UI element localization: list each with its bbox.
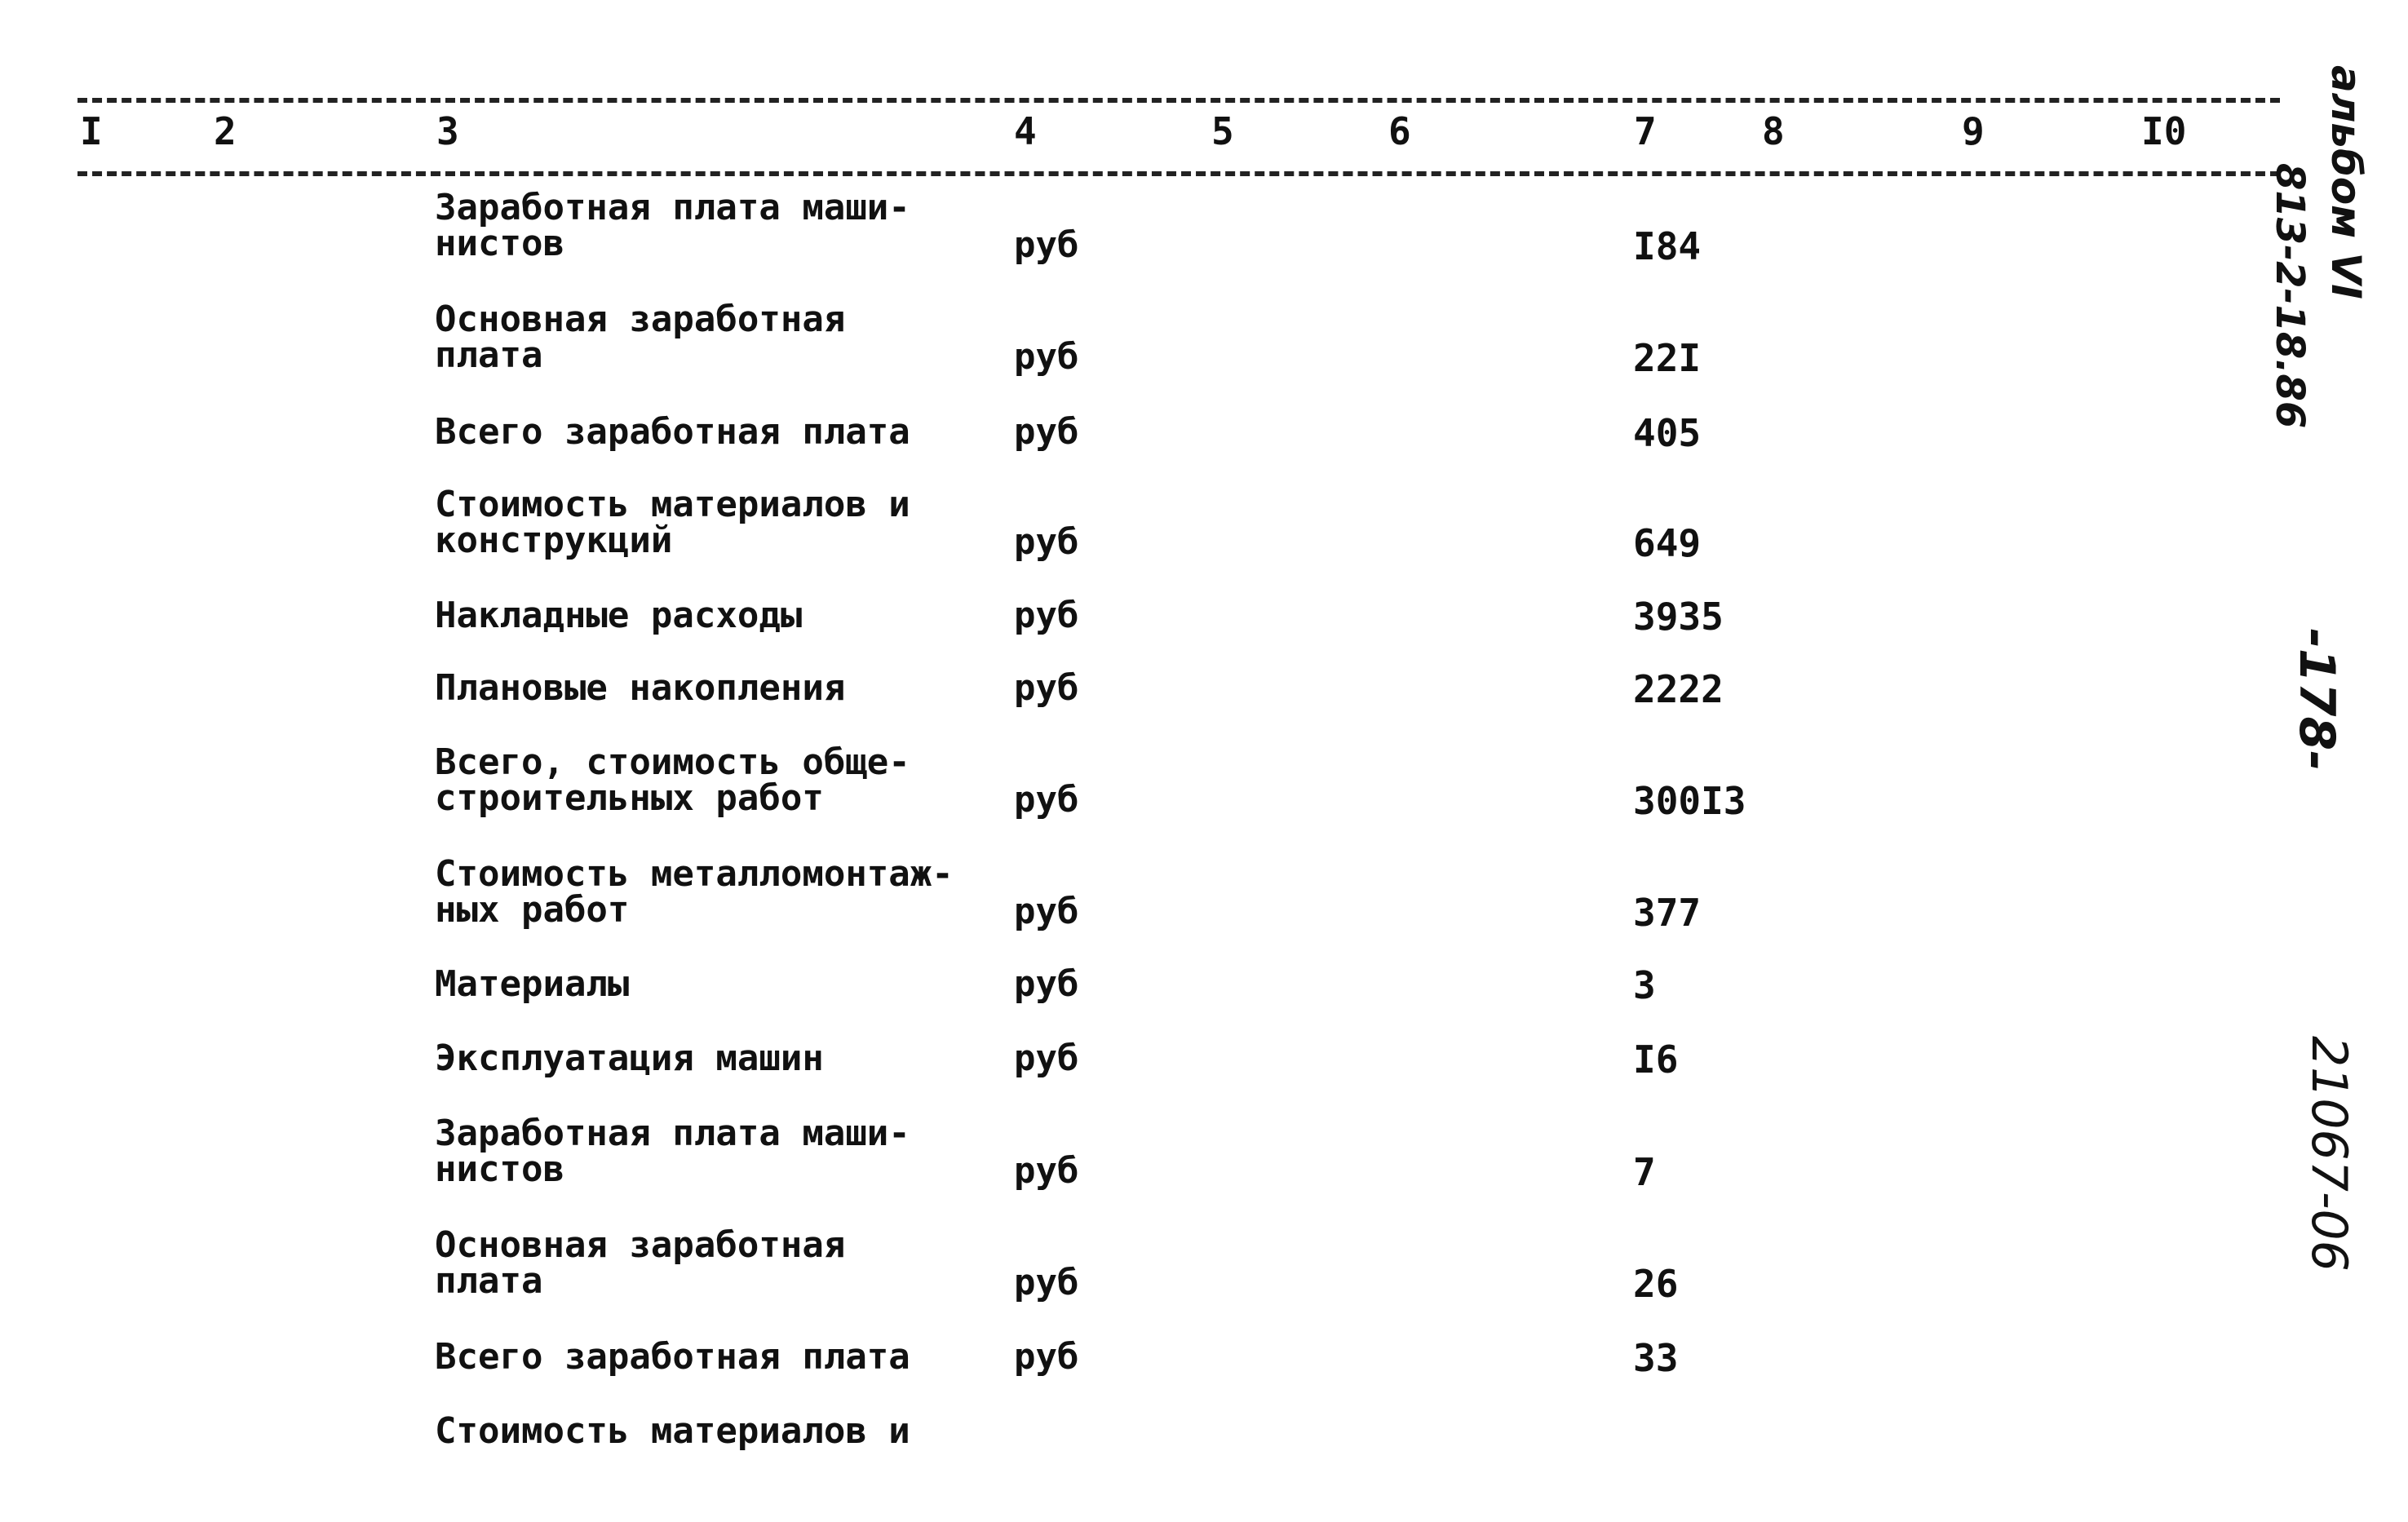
row-name: Заработная плата маши- нистов — [435, 187, 910, 264]
page-number: -178- — [2288, 628, 2345, 772]
row-value: 26 — [1633, 1262, 1679, 1306]
row-name: Эксплуатация машин — [435, 1038, 824, 1079]
row-value: 300I3 — [1633, 779, 1746, 823]
row-unit: руб — [1014, 667, 1079, 709]
row-value: I6 — [1633, 1038, 1679, 1082]
row-name: Всего, стоимость обще- строительных работ — [435, 741, 910, 819]
row-unit: руб — [1014, 1262, 1079, 1303]
row-value: 33 — [1633, 1336, 1679, 1380]
row-name: Заработная плата маши- нистов — [435, 1113, 910, 1190]
row-value: 22I — [1633, 336, 1702, 380]
column-number: 8 — [1762, 109, 1785, 153]
row-unit: руб — [1014, 1336, 1079, 1378]
row-unit: руб — [1014, 411, 1079, 453]
row-name: Основная заработная плата — [435, 299, 846, 376]
row-name: Материалы — [435, 963, 630, 1005]
project-code-margin-note: 813-2-18.86 — [2267, 163, 2313, 429]
row-value: I84 — [1633, 224, 1702, 268]
column-number: 2 — [214, 109, 237, 153]
column-number: 3 — [436, 109, 459, 153]
row-name: Основная заработная плата — [435, 1224, 846, 1302]
row-value: 649 — [1633, 521, 1702, 565]
column-number: I0 — [2141, 109, 2187, 153]
row-unit: руб — [1014, 963, 1079, 1005]
row-name: Всего заработная плата — [435, 411, 910, 453]
column-number: I — [80, 109, 103, 153]
column-number: 9 — [1962, 109, 1985, 153]
column-number: 7 — [1634, 109, 1657, 153]
header-top-rule — [77, 98, 2280, 103]
column-number: 5 — [1211, 109, 1234, 153]
row-name: Стоимость материалов и конструкций — [435, 484, 910, 561]
column-number: 6 — [1388, 109, 1411, 153]
row-unit: руб — [1014, 224, 1079, 266]
album-margin-note: альбом VI — [2322, 65, 2370, 299]
row-name: Плановые накопления — [435, 667, 846, 709]
order-number-margin-note: 21067-06 — [2300, 1036, 2357, 1272]
row-value: 2222 — [1633, 667, 1724, 711]
column-number: 4 — [1014, 109, 1037, 153]
row-unit: руб — [1014, 336, 1079, 378]
row-value: 3 — [1633, 963, 1656, 1007]
row-unit: руб — [1014, 1038, 1079, 1079]
row-name: Всего заработная плата — [435, 1336, 910, 1378]
row-unit: руб — [1014, 779, 1079, 821]
row-name: Накладные расходы — [435, 595, 803, 636]
row-unit: руб — [1014, 595, 1079, 636]
row-name: Стоимость металломонтаж- ных работ — [435, 853, 954, 931]
row-value: 7 — [1633, 1150, 1656, 1194]
row-unit: руб — [1014, 521, 1079, 563]
row-value: 405 — [1633, 411, 1702, 455]
row-unit: руб — [1014, 891, 1079, 932]
row-value: 3935 — [1633, 595, 1724, 639]
row-value: 377 — [1633, 891, 1702, 935]
row-unit: руб — [1014, 1150, 1079, 1192]
row-name: Стоимость материалов и — [435, 1410, 910, 1452]
header-bottom-rule — [77, 171, 2280, 176]
